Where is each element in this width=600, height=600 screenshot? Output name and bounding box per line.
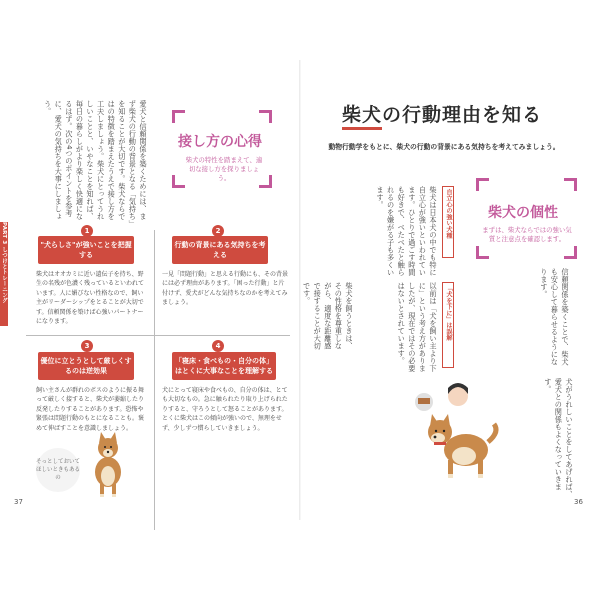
right-text-col-b: 柴犬を飼うときは、その性格を尊重しながら、適度な距離感で接することが大切です。 (302, 282, 354, 350)
right-text-col-d: 信頼関係を築くことで、柴犬も安心して暮らせるようになります。 (539, 268, 570, 366)
point-body-1: 柴犬はオオカミに近い遺伝子を持ち、野生の名残が色濃く残っているといわれています。人に媚びない性格なので、飼い主がリーダーシップをとることが大切です。信頼関係を築けば心強いパートナーになります。 (36, 271, 145, 326)
point-body-3: 飼い主さんが群れのボスのように振る舞って厳しく接すると、柴犬が萎縮したり反発したりすることがあります。恐怖や緊張は問題行動のもとになることも。褒めて伸ばすことを意識しましょう。 (36, 387, 145, 432)
owner-and-dog-illustration (408, 376, 504, 486)
point-number-1: 1 (80, 224, 94, 238)
right-page-subtitle: 動物行動学をもとに、柴犬の行動の背景にある気持ちを考えてみましょう。 (328, 143, 560, 151)
intro-text: 愛犬と信頼関係を築くためには、まず柴犬の行動の背景となる「気持ち」を知ることが大切です。柴犬ならではの特徴を踏まえたうえで接し方を工夫しましょう。柴犬にとってうれしいことと、いやなことを知れば、毎日の暮らしがより楽しく快適になるはず。次の4つのポイントを参考に、愛犬の気持ちを大事にしましょう。 (43, 100, 148, 224)
right-page-title: 柴犬の行動理由を知る (342, 100, 542, 127)
point-number-2: 2 (211, 224, 225, 238)
right-page (302, 60, 586, 520)
left-page-number: 37 (14, 498, 23, 506)
right-text-col-c: 以前は「犬を飼い主より下に」という考え方がありましたが、現在ではその必要はないとされています。 (397, 282, 438, 372)
right-text-col-e: 犬がうれしいことをしてあげれば、愛犬との関係もよくなっていきます。 (543, 378, 574, 498)
right-page-number: 36 (574, 498, 583, 506)
right-heading-sub: まずは、柴犬ならではの強い気質と注意点を確認します。 (482, 226, 572, 243)
left-page (14, 60, 298, 520)
left-heading: 接し方の心得 (178, 134, 262, 150)
point-title-4: 「寝床・食べもの・自分の体」はとくに大事なことを理解する (172, 352, 276, 380)
right-text-col-a: 柴犬は日本犬の中でも特に自立心が強いといわれています。ひとりで過ごす時間も好きで、べたべたと触られるのを嫌がる子も多くいます。 (376, 186, 438, 276)
point-title-2: 行動の背景にある気持ちを考える (172, 236, 268, 264)
point-title-3: 優位に立とうとして厳しくするのは逆効果 (38, 352, 134, 380)
point-body-2: 一見「問題行動」と思える行動にも、その背景には必ず理由があります。「困った行動」と片付けず、愛犬がどんな気持ちなのかを考えてみましょう。 (162, 271, 289, 307)
section-label-2: 「犬を下に」は誤解 (442, 282, 454, 368)
point-title-1: "犬らしさ"が強いことを把握する (38, 236, 134, 264)
point-body-4: 犬にとって寝床や食べもの、自分の体は、とても大切なもの。急に触られたり取り上げられたりすると、守ろうとして怒ることがあります。とくに柴犬はこの傾向が強いので、無理をせず、少しずつ慣らしていきましょう。 (162, 387, 288, 432)
right-heading: 柴犬の個性 (488, 205, 558, 221)
shiba-dog-illustration-small (86, 428, 130, 498)
side-tab-label: PART 3 しつけとトレーニング (1, 222, 7, 304)
point-number-4: 4 (211, 339, 225, 353)
left-heading-sub: 柴犬の特性を踏まえて、適切な接し方を探りましょう。 (185, 156, 263, 182)
section-label-1: 自立心の強い犬種 (442, 186, 454, 258)
point-number-3: 3 (80, 339, 94, 353)
speech-bubble: そっとしておいてほしいときもあるの (36, 448, 80, 492)
